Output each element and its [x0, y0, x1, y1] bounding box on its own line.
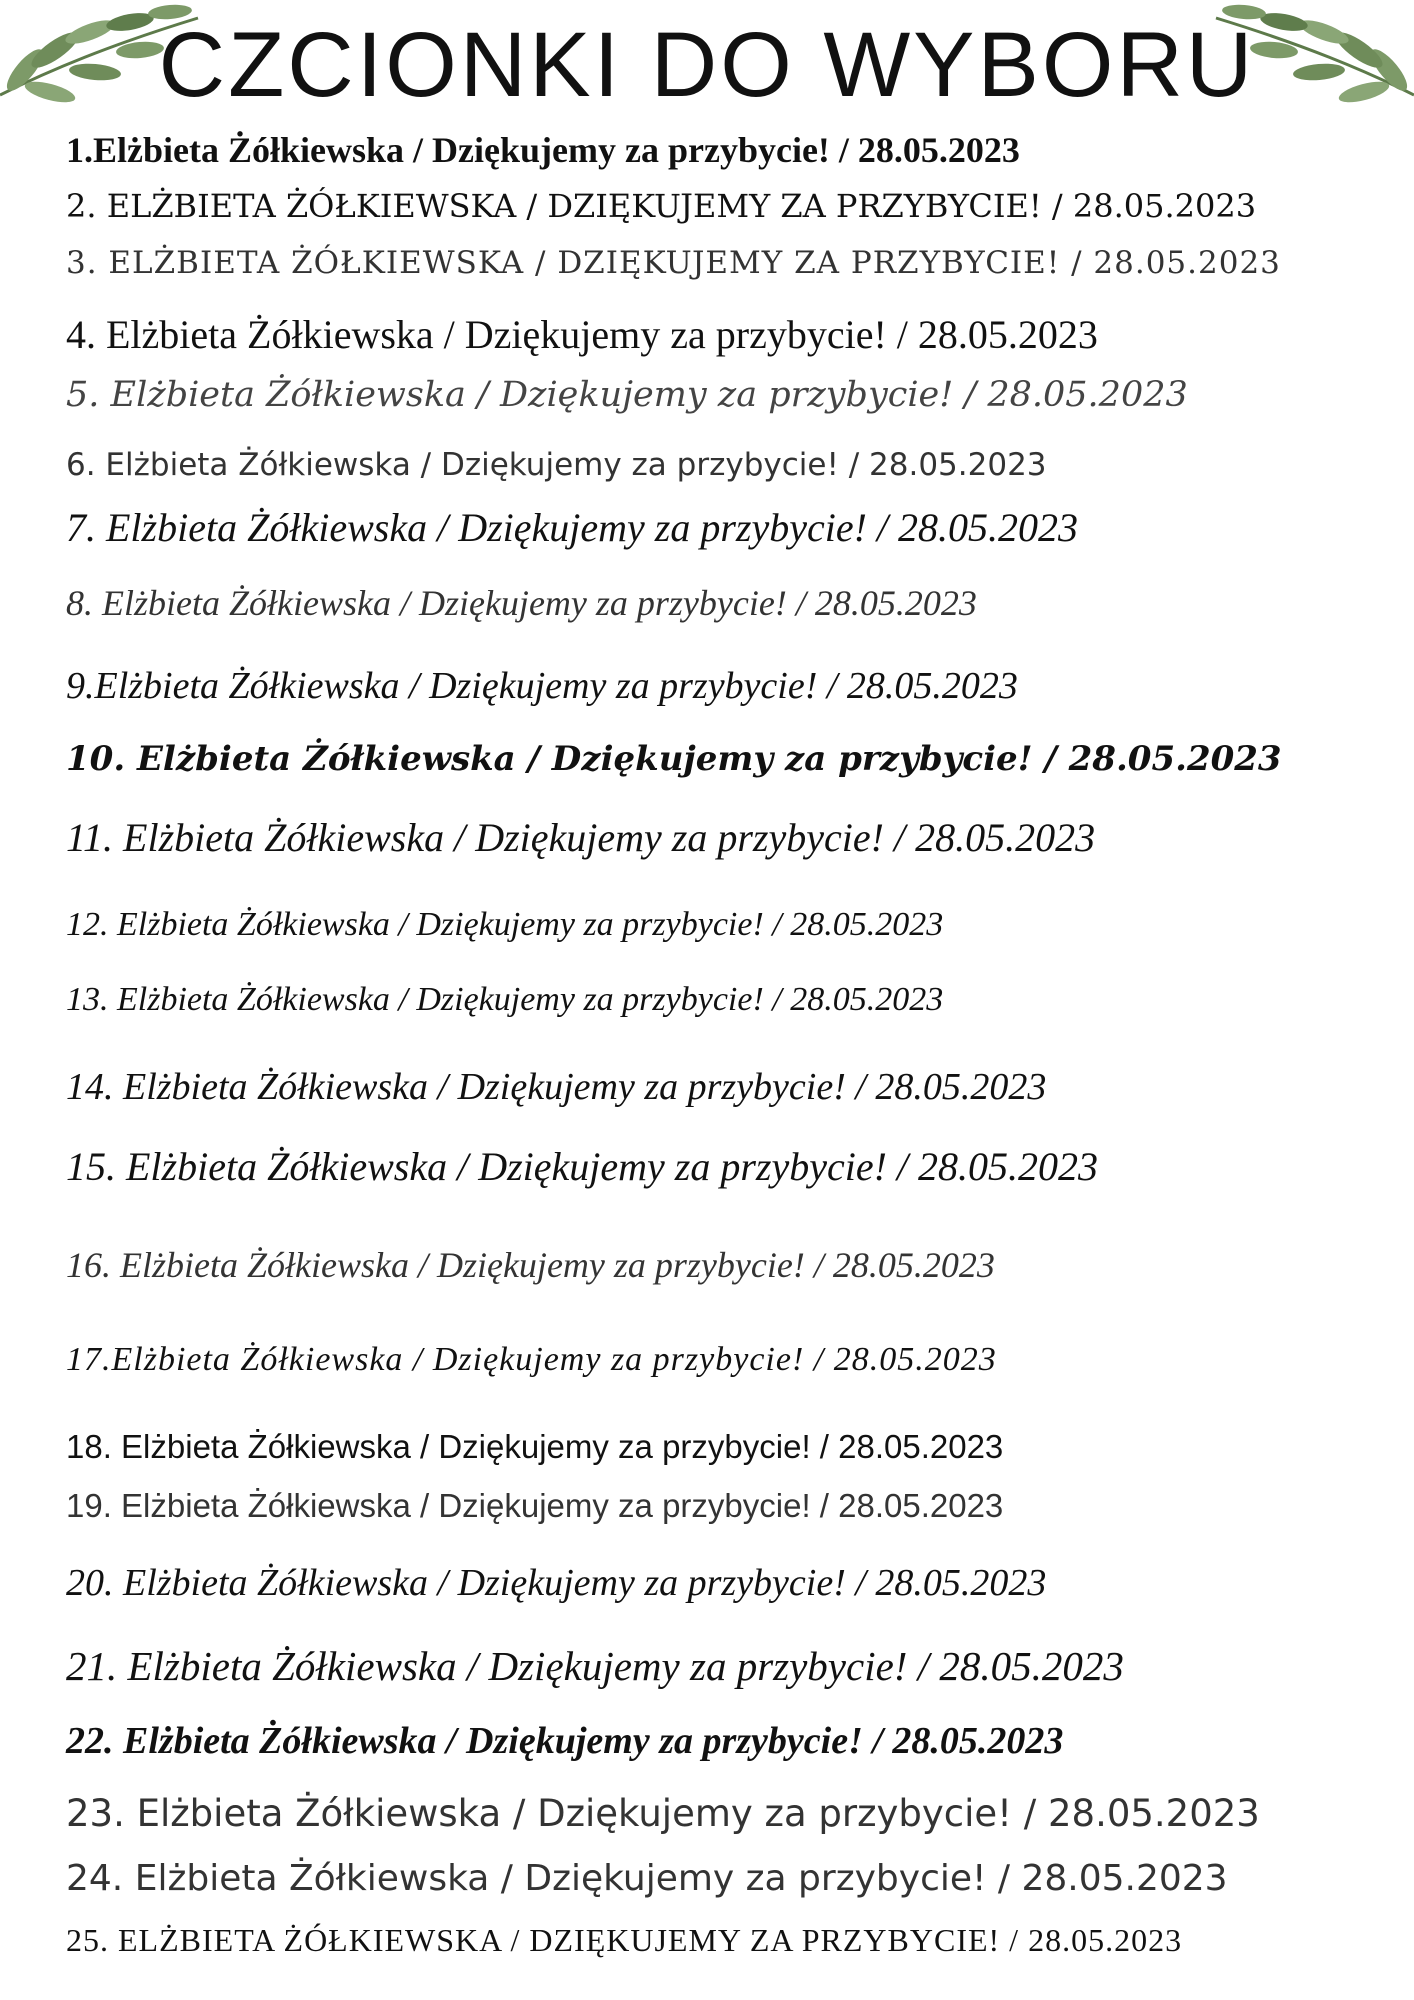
- font-sample-21: 21. Elżbieta Żółkiewska / Dziękujemy za przybycie! / 28.05.2023: [66, 1643, 1124, 1689]
- font-sample-19: 19. Elżbieta Żółkiewska / Dziękujemy za przybycie! / 28.05.2023: [66, 1487, 1004, 1524]
- font-sample-22: 22. Elżbieta Żółkiewska / Dziękujemy za przybycie! / 28.05.2023: [66, 1720, 1064, 1762]
- font-sample-1: 1.Elżbieta Żółkiewska / Dziękujemy za przybycie! / 28.05.2023: [66, 130, 1020, 170]
- font-sample-2: 2. ELŻBIETA ŻÓŁKIEWSKA / DZIĘKUJEMY ZA PRZYBYCIE! / 28.05.2023: [66, 187, 1257, 225]
- font-sample-5: 5. Elżbieta Żółkiewska / Dziękujemy za przybycie! / 28.05.2023: [66, 375, 1188, 415]
- font-sample-15: 15. Elżbieta Żółkiewska / Dziękujemy za przybycie! / 28.05.2023: [66, 1144, 1099, 1189]
- font-sample-23: 23. Elżbieta Żółkiewska / Dziękujemy za przybycie! / 28.05.2023: [66, 1792, 1260, 1835]
- page-title: CZCIONKI DO WYBORU: [158, 14, 1256, 116]
- font-sample-11: 11. Elżbieta Żółkiewska / Dziękujemy za przybycie! / 28.05.2023: [66, 815, 1096, 860]
- font-sample-6: 6. Elżbieta Żółkiewska / Dziękujemy za przybycie! / 28.05.2023: [66, 447, 1047, 483]
- font-sample-13: 13. Elżbieta Żółkiewska / Dziękujemy za przybycie! / 28.05.2023: [66, 981, 944, 1018]
- font-sample-24: 24. Elżbieta Żółkiewska / Dziękujemy za przybycie! / 28.05.2023: [66, 1858, 1228, 1899]
- font-sample-3: 3. ELŻBIETA ŻÓŁKIEWSKA / DZIĘKUJEMY ZA PRZYBYCIE! / 28.05.2023: [66, 245, 1281, 281]
- font-sample-25: 25. ELŻBIETA ŻÓŁKIEWSKA / DZIĘKUJEMY ZA PRZYBYCIE! / 28.05.2023: [66, 1922, 1183, 1958]
- font-sample-10: 10. Elżbieta Żółkiewska / Dziękujemy za przybycie! / 28.05.2023: [66, 739, 1282, 779]
- font-sample-12: 12. Elżbieta Żółkiewska / Dziękujemy za przybycie! / 28.05.2023: [66, 906, 944, 943]
- font-sample-16: 16. Elżbieta Żółkiewska / Dziękujemy za przybycie! / 28.05.2023: [66, 1245, 995, 1285]
- font-sample-14: 14. Elżbieta Żółkiewska / Dziękujemy za przybycie! / 28.05.2023: [66, 1066, 1047, 1108]
- font-sample-9: 9.Elżbieta Żółkiewska / Dziękujemy za przybycie! / 28.05.2023: [66, 665, 1018, 707]
- font-sample-17: 17.Elżbieta Żółkiewska / Dziękujemy za przybycie! / 28.05.2023: [66, 1341, 997, 1378]
- font-sample-8: 8. Elżbieta Żółkiewska / Dziękujemy za przybycie! / 28.05.2023: [66, 583, 977, 623]
- font-sample-18: 18. Elżbieta Żółkiewska / Dziękujemy za przybycie! / 28.05.2023: [66, 1428, 1004, 1465]
- font-sample-20: 20. Elżbieta Żółkiewska / Dziękujemy za przybycie! / 28.05.2023: [66, 1562, 1047, 1604]
- font-sample-7: 7. Elżbieta Żółkiewska / Dziękujemy za przybycie! / 28.05.2023: [66, 505, 1079, 550]
- font-sample-4: 4. Elżbieta Żółkiewska / Dziękujemy za przybycie! / 28.05.2023: [66, 312, 1098, 357]
